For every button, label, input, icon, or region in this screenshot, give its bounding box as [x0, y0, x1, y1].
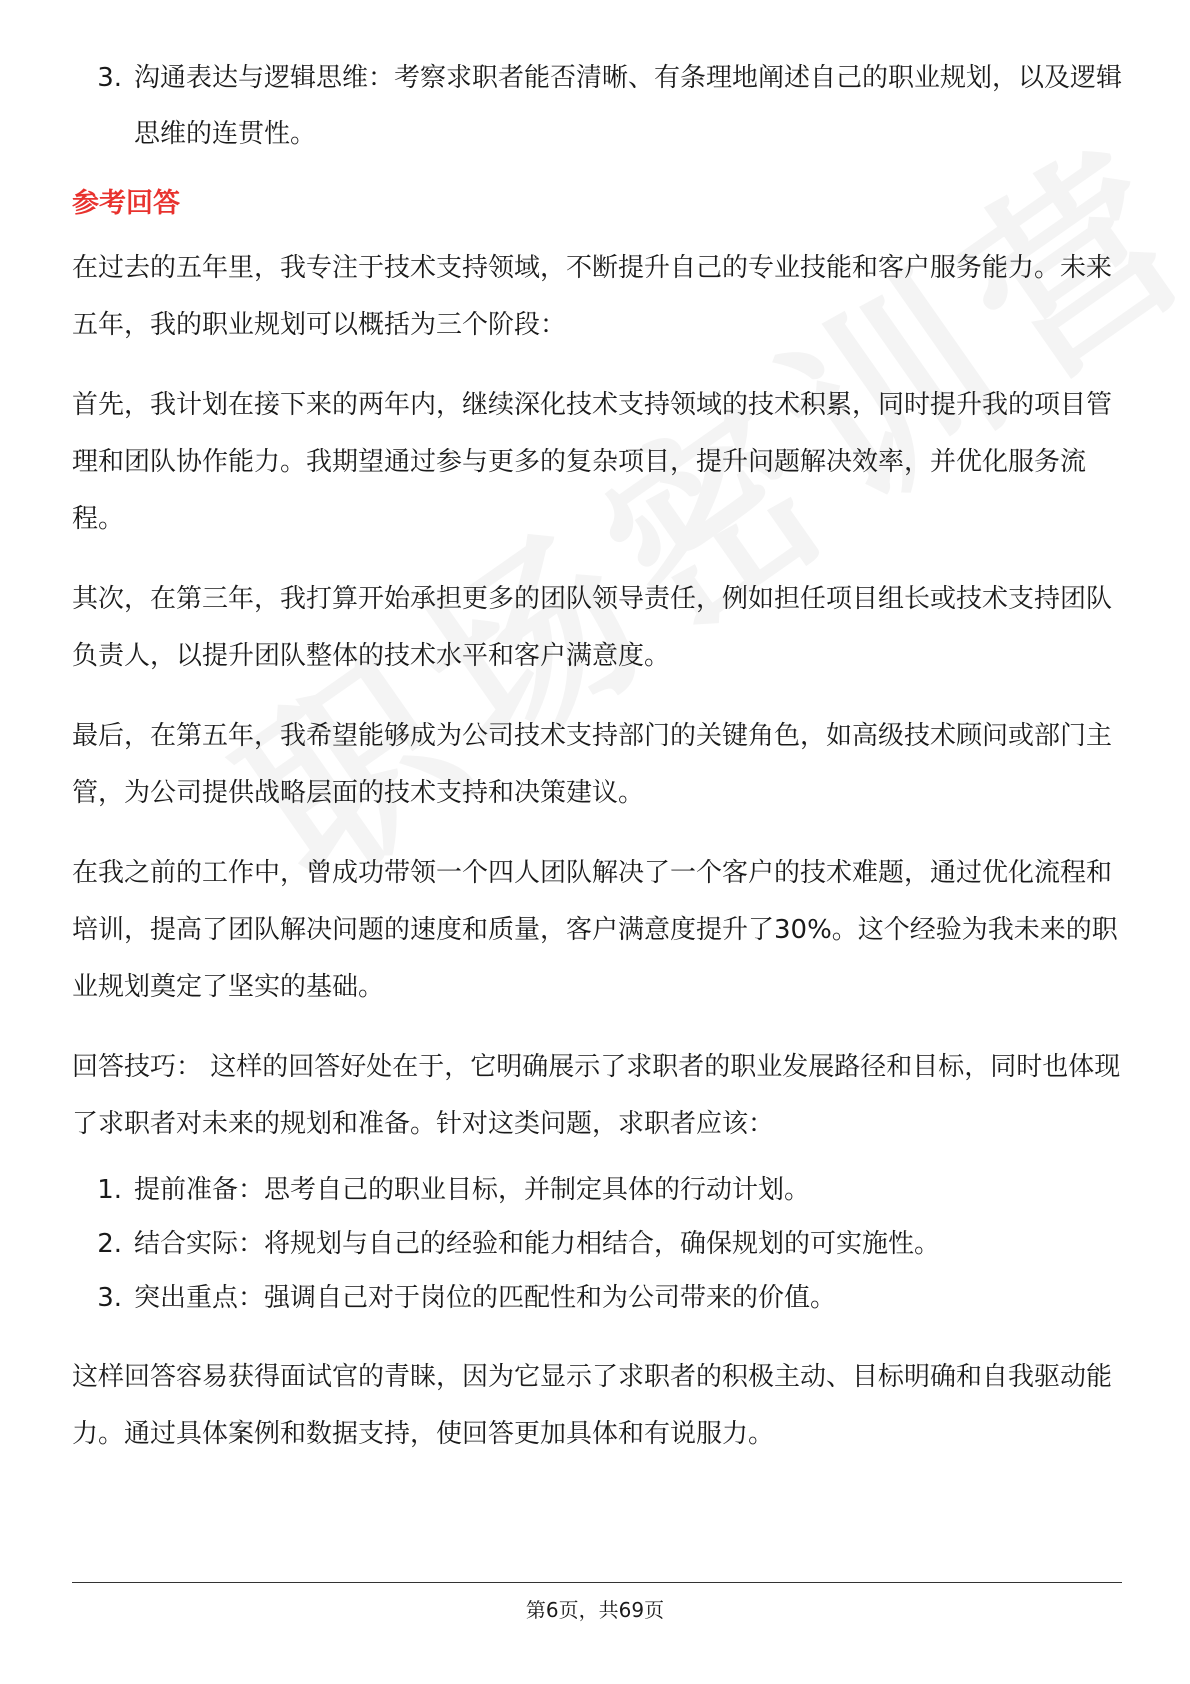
list-number: 2. — [97, 1229, 122, 1259]
list-number: 3. — [97, 1283, 122, 1313]
footer-divider — [72, 1582, 1122, 1583]
list-text: 突出重点：强调自己对于岗位的匹配性和为公司带来的价值。 — [134, 1283, 837, 1313]
answer-paragraph-last: 最后，在第五年，我希望能够成为公司技术支持部门的关键角色，如高级技术顾问或部门主管，为公司提供战略层面的技术支持和决策建议。 — [72, 721, 1113, 808]
list-number: 3. — [97, 63, 122, 93]
page-number: 第6页，共69页 — [525, 1598, 665, 1622]
list-text: 结合实际：将规划与自己的经验和能力相结合，确保规划的可实施性。 — [134, 1229, 941, 1259]
list-item — [72, 50, 1122, 162]
tips-list — [72, 1163, 1122, 1325]
evaluation-points-list — [72, 50, 1122, 162]
closing-paragraph: 这样回答容易获得面试官的青睐，因为它显示了求职者的积极主动、目标明确和自我驱动能力。通过具体案例和数据支持，使回答更加具体和有说服力。 — [72, 1362, 1113, 1449]
list-text: 沟通表达与逻辑思维：考察求职者能否清晰、有条理地阐述自己的职业规划，以及逻辑思维的连贯性。 — [134, 63, 1123, 149]
document-page — [72, 50, 1122, 1486]
answer-paragraph-experience: 在我之前的工作中，曾成功带领一个四人团队解决了一个客户的技术难题，通过优化流程和培训，提高了团队解决问题的速度和质量，客户满意度提升了30%。这个经验为我未来的职业规划奠定了坚实的基础。 — [72, 858, 1118, 1002]
list-item — [72, 1217, 1122, 1271]
answer-paragraph-second: 其次，在第三年，我打算开始承担更多的团队领导责任，例如担任项目组长或技术支持团队负责人，以提升团队整体的技术水平和客户满意度。 — [72, 584, 1113, 671]
list-number: 1. — [97, 1175, 122, 1205]
answer-paragraph-intro: 在过去的五年里，我专注于技术支持领域，不断提升自己的专业技能和客户服务能力。未来五年，我的职业规划可以概括为三个阶段： — [72, 253, 1113, 340]
answer-tips-paragraph: 回答技巧： 这样的回答好处在于，它明确展示了求职者的职业发展路径和目标，同时也体现了求职者对未来的规划和准备。针对这类问题，求职者应该： — [72, 1052, 1121, 1139]
list-item — [72, 1163, 1122, 1217]
list-item — [72, 1271, 1122, 1325]
section-heading: 参考回答 — [72, 188, 180, 219]
list-text: 提前准备：思考自己的职业目标，并制定具体的行动计划。 — [134, 1175, 811, 1205]
answer-paragraph-first: 首先，我计划在接下来的两年内，继续深化技术支持领域的技术积累，同时提升我的项目管理和团队协作能力。我期望通过参与更多的复杂项目，提升问题解决效率，并优化服务流程。 — [72, 390, 1113, 534]
